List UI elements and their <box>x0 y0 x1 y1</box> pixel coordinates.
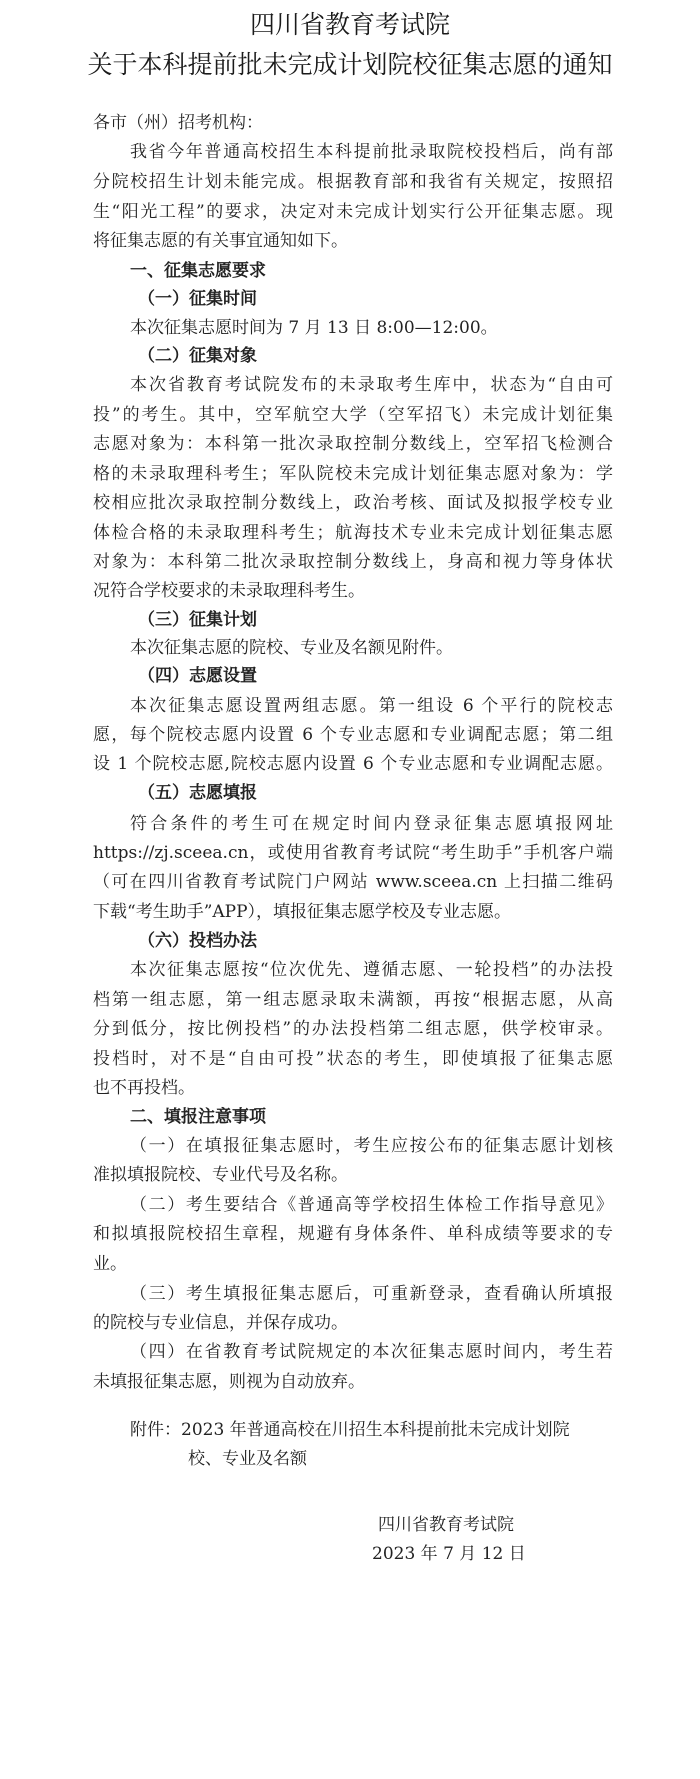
paragraph-line: 愿，每个院校志愿内设置 6 个专业志愿和专业调配志愿；第二组 <box>93 725 613 745</box>
paragraph-line: 的院校与专业信息，并保存成功。 <box>93 1313 348 1333</box>
paragraph-line: 下载“考生助手”APP），填报征集志愿学校及专业志愿。 <box>93 902 512 922</box>
paragraph-line: 设 1 个院校志愿,院校志愿内设置 6 个专业志愿和专业调配志愿。 <box>93 754 613 774</box>
paragraph-line: 准拟填报院校、专业代号及名称。 <box>93 1165 348 1185</box>
paragraph-line: 投档时，对不是“自由可投”状态的考生，即使填报了征集志愿 <box>93 1049 613 1069</box>
section-1-heading: 一、征集志愿要求 <box>130 261 266 281</box>
paragraph-line: 况符合学校要求的未录取理科考生。 <box>93 581 365 601</box>
paragraph-line: 志愿对象为：本科第一批次录取控制分数线上，空军招飞检测合 <box>93 434 613 454</box>
paragraph-line: 格的未录取理科考生；军队院校未完成计划征集志愿对象为：学 <box>93 464 613 484</box>
paragraph-line: 档第一组志愿，第一组志愿录取未满额，再按“根据志愿，从高 <box>93 990 613 1010</box>
paragraph-line: 符合条件的考生可在规定时间内登录征集志愿填报网址 <box>130 814 613 834</box>
paragraph-line: 业。 <box>93 1254 127 1274</box>
paragraph-line: 本次省教育考试院发布的未录取考生库中，状态为“自由可 <box>130 375 613 395</box>
intro-line: 将征集志愿的有关事宜通知如下。 <box>93 231 348 251</box>
sub-heading-target: （二）征集对象 <box>138 346 257 366</box>
greeting: 各市（州）招考机构： <box>93 113 263 133</box>
attachment-line-2: 校、专业及名额 <box>188 1449 307 1469</box>
section-2-heading: 二、填报注意事项 <box>130 1107 266 1127</box>
paragraph-line: 对象为：本科第二批次录取控制分数线上，身高和视力等身体状 <box>93 552 613 572</box>
paragraph-line: 体检合格的未录取理科考生；航海技术专业未完成计划征集志愿 <box>93 523 613 543</box>
paragraph-line: 本次征集志愿的院校、专业及名额见附件。 <box>130 638 453 658</box>
attachment-line-1: 附件：2023 年普通高校在川招生本科提前批未完成计划院 <box>130 1420 570 1440</box>
signature-org: 四川省教育考试院 <box>378 1515 514 1535</box>
intro-line: 我省今年普通高校招生本科提前批录取院校投档后，尚有部 <box>130 142 613 162</box>
paragraph-line: （可在四川省教育考试院门户网站 www.sceea.cn 上扫描二维码 <box>93 872 613 892</box>
paragraph-line: https://zj.sceea.cn，或使用省教育考试院“考生助手”手机客户端 <box>93 843 613 863</box>
paragraph-line: 未填报征集志愿，则视为自动放弃。 <box>93 1372 365 1392</box>
signature-date: 2023 年 7 月 12 日 <box>372 1544 526 1564</box>
paragraph-line: （三）考生填报征集志愿后，可重新登录，查看确认所填报 <box>130 1284 613 1304</box>
sub-heading-plan: （三）征集计划 <box>138 610 257 630</box>
paragraph-line: 也不再投档。 <box>93 1078 195 1098</box>
paragraph-line: （二）考生要结合《普通高等学校招生体检工作指导意见》 <box>130 1195 613 1215</box>
paragraph-line: 本次征集志愿按“位次优先、遵循志愿、一轮投档”的办法投 <box>130 960 613 980</box>
paragraph-line: 本次征集志愿设置两组志愿。第一组设 6 个平行的院校志 <box>130 696 613 716</box>
paragraph-line: 本次征集志愿时间为 7 月 13 日 8:00—12:00。 <box>130 318 498 338</box>
sub-heading-settings: （四）志愿设置 <box>138 666 257 686</box>
paragraph-line: （四）在省教育考试院规定的本次征集志愿时间内，考生若 <box>130 1342 613 1362</box>
sub-heading-filling: （五）志愿填报 <box>138 783 257 803</box>
sub-heading-time: （一）征集时间 <box>138 289 257 309</box>
sub-heading-method: （六）投档办法 <box>138 931 257 951</box>
paragraph-line: 校相应批次录取控制分数线上，政治考核、面试及拟报学校专业 <box>93 493 613 513</box>
paragraph-line: （一）在填报征集志愿时，考生应按公布的征集志愿计划核 <box>130 1136 613 1156</box>
document-title-line-2: 关于本科提前批未完成计划院校征集志愿的通知 <box>87 50 613 79</box>
paragraph-line: 和拟填报院校招生章程，规避有身体条件、单科成绩等要求的专 <box>93 1224 613 1244</box>
intro-line: 分院校招生计划未能完成。根据教育部和我省有关规定，按照招 <box>93 172 613 192</box>
paragraph-line: 分到低分，按比例投档”的办法投档第二组志愿，供学校审录。 <box>93 1019 613 1039</box>
intro-line: 生“阳光工程”的要求，决定对未完成计划实行公开征集志愿。现 <box>93 202 613 222</box>
document-title-line-1: 四川省教育考试院 <box>249 10 450 39</box>
paragraph-line: 投”的考生。其中，空军航空大学（空军招飞）未完成计划征集 <box>93 405 613 425</box>
